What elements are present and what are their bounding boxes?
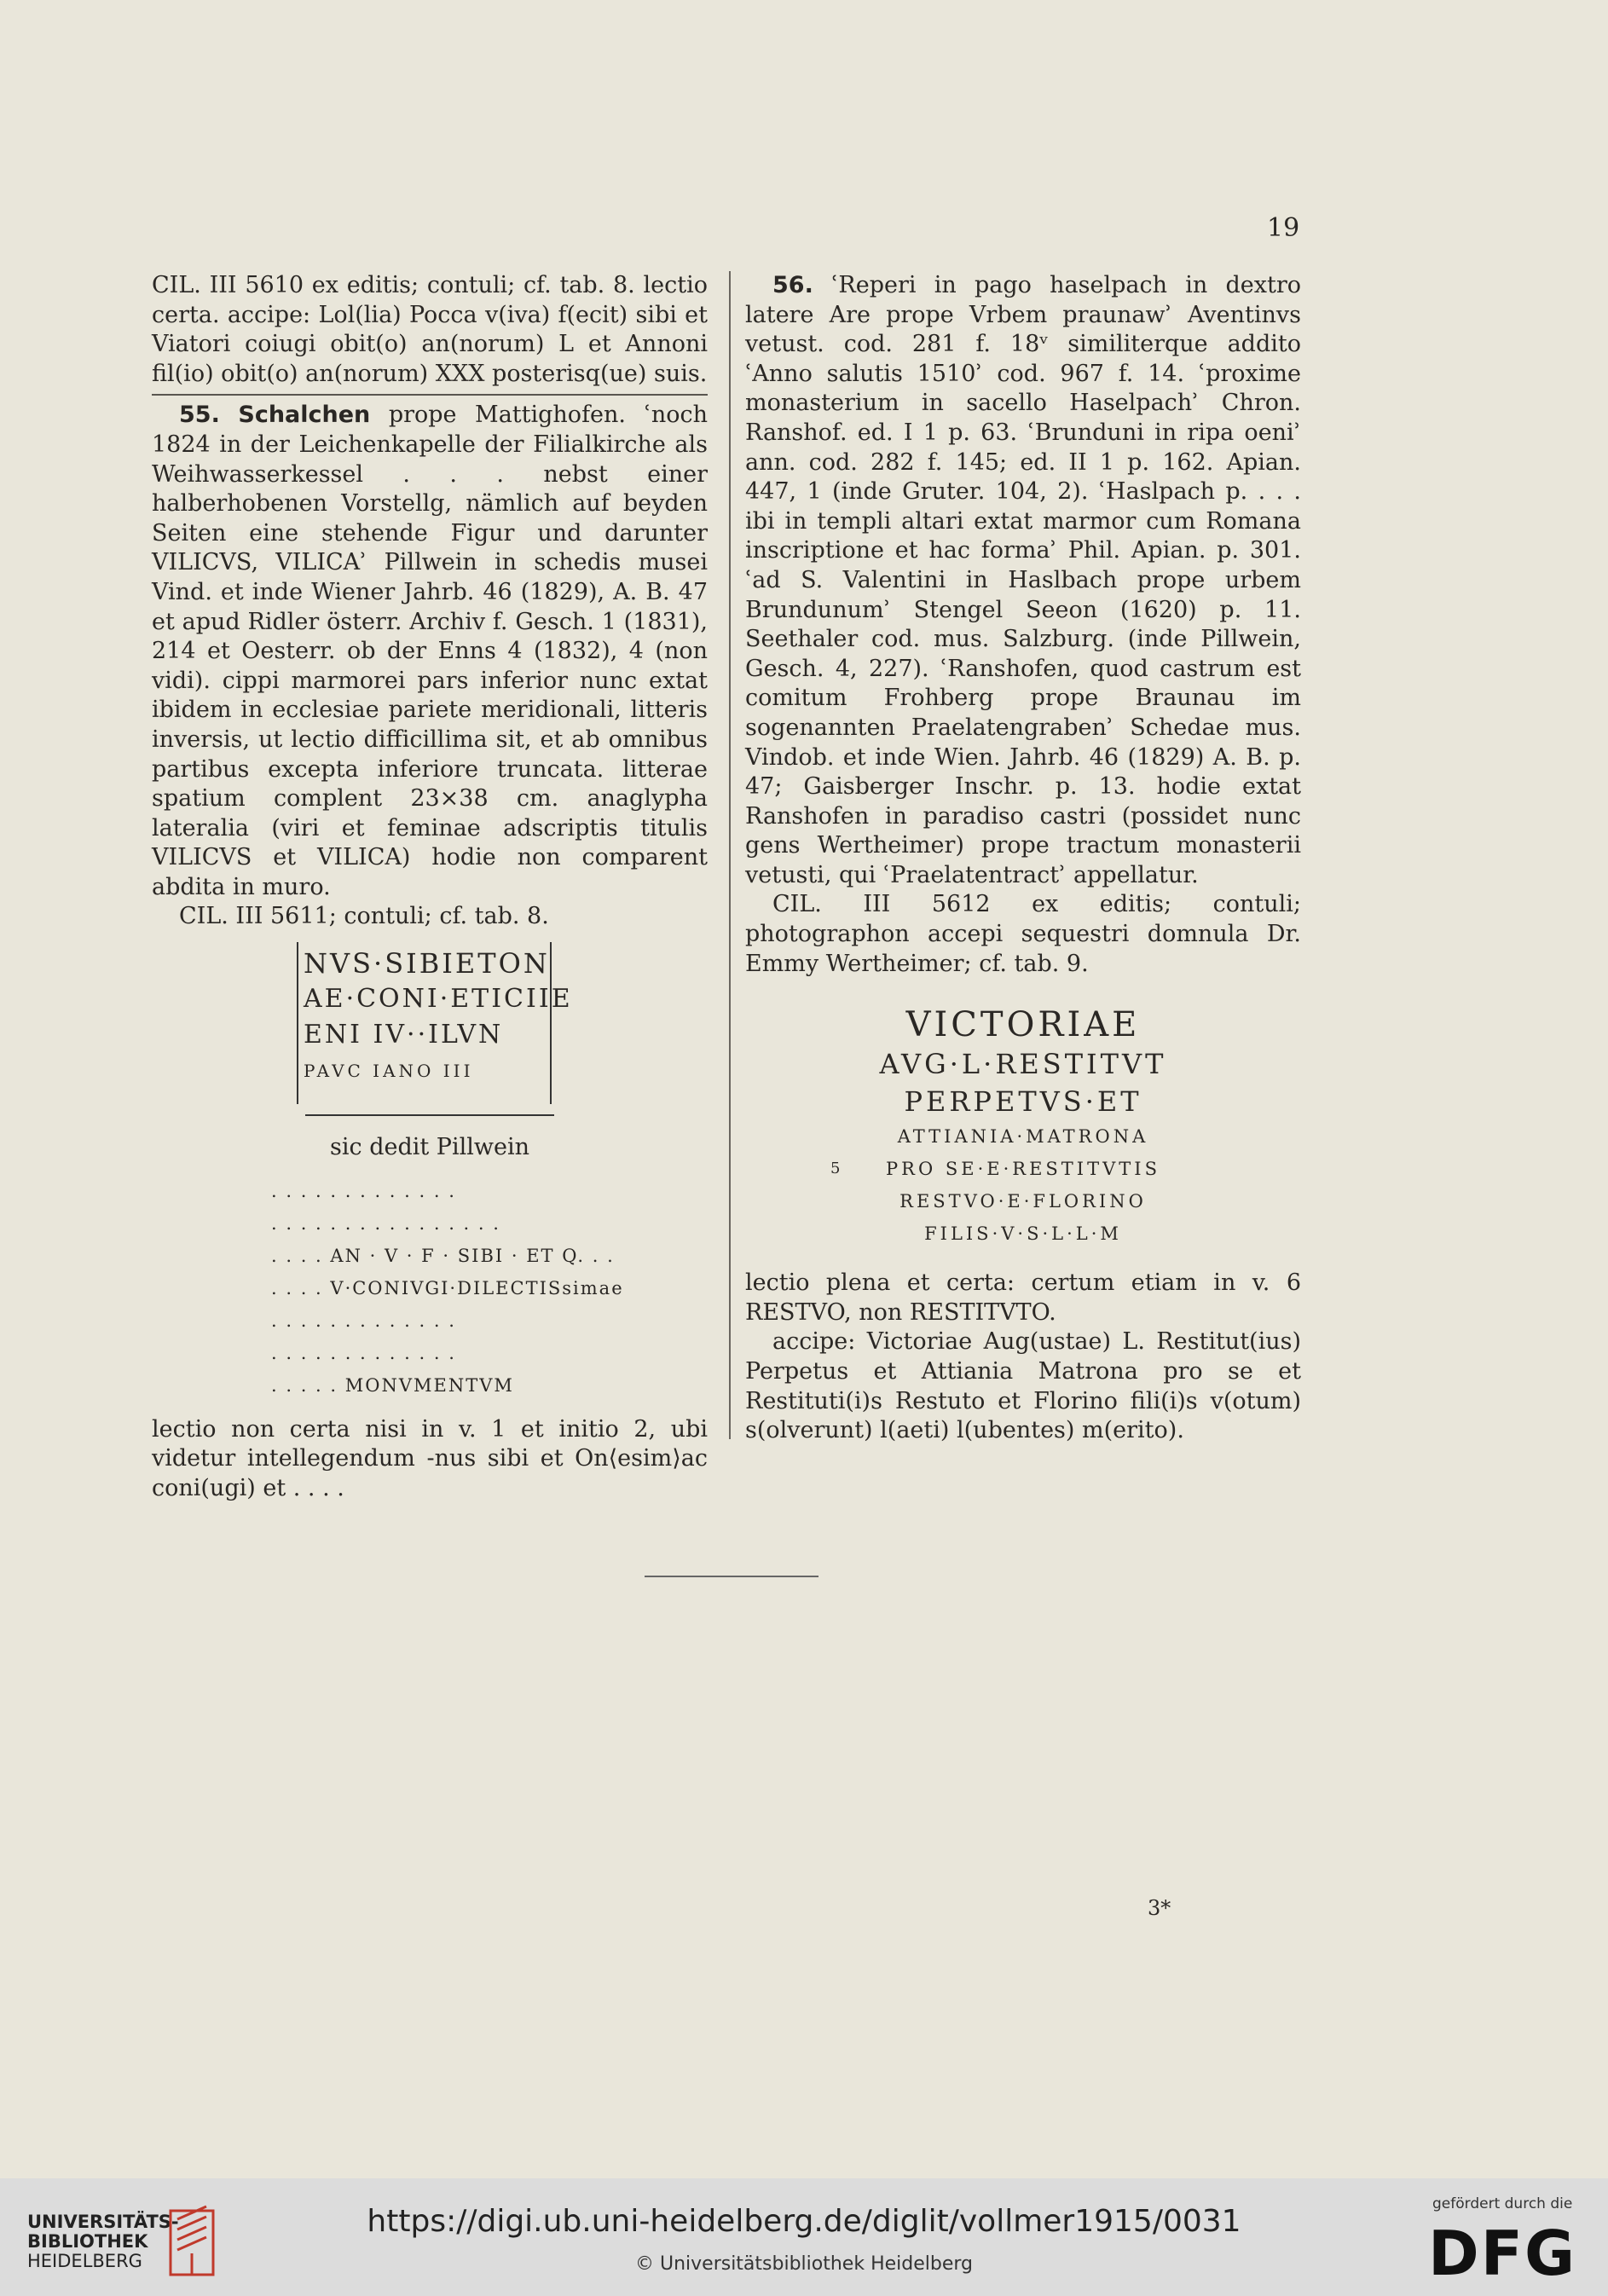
library-name-line: HEIDELBERG [27, 2251, 142, 2271]
transcription-line: . . . . V·CONIVGI·DILECTISsimae [271, 1277, 624, 1298]
dfg-logo: DFG [1428, 2218, 1577, 2289]
cil-5612-paragraph: CIL. III 5612 ex editis; contuli; photographon accepi sequestri domnula Dr. Emmy Wertheimer; cf. tab. 9. [745, 891, 1301, 977]
inscription-line: NVS·SIBIETON [304, 947, 550, 980]
section-55-title: Schalchen [238, 402, 371, 429]
line-number: 5 [830, 1160, 841, 1178]
section-divider [152, 394, 708, 396]
page-number: 19 [1267, 213, 1300, 243]
section-56 [745, 271, 1301, 890]
cil-5611-paragraph: CIL. III 5611; contuli; cf. tab. 8. [179, 903, 549, 930]
inscription-caption: sic dedit Pillwein [330, 1134, 529, 1161]
victoria-line: FILIS·V·S·L·L·M [924, 1223, 1122, 1245]
transcription-line: . . . . . . . . . . . . . [271, 1180, 456, 1201]
column-divider [729, 271, 731, 1439]
transcription [271, 1175, 708, 1402]
transcription-line: . . . . . . . . . . . . . [271, 1310, 456, 1331]
section-55-text: prope Mattighofen. ʿnoch 1824 in der Leichenkapelle der Filialkirche als Weihwasserkessel . . . nebst einer halberhobenen Vorstellg, nämlich auf beyden Seiten eine stehende Figur und darunter VILICVS, VILICAʾ Pillwein in schedis musei Vind. et inde Wiener Jahrb. 46 (1829), A. B. 47 et apud Ridler österr. Archiv f. Gesch. 1 (1831), 214 et Oesterr. ob der Enns 4 (1832), 4 (non vidi). cippi marmorei pars inferior nunc extat ibidem in ecclesiae pariete meridionali, litteris inversis, ut lectio difficillima sit, et ab omnibus partibus excepta inferiore truncata. litterae spatium complent 23×38 cm. anaglypha lateralia (viri et feminae adscriptis titulis VILICVS et VILICA) hodie non comparent abdita in muro. [152, 402, 708, 900]
victoria-line: RESTVO·E·FLORINO [899, 1191, 1147, 1212]
permalink-url[interactable]: https://digi.ub.uni-heidelberg.de/diglit/vollmer1915/0031 [367, 2204, 1241, 2239]
victoria-line: PERPETVS·ET [904, 1085, 1142, 1119]
transcription-line: . . . . AN · V · F · SIBI · ET Q. . . [271, 1245, 615, 1266]
victoria-line: AVG·L·RESTITVT [879, 1048, 1167, 1081]
victoria-line: VICTORIAE [905, 1005, 1141, 1045]
victoria-inscription [745, 1004, 1301, 1250]
copyright-text: © Universitätsbibliothek Heidelberg [634, 2253, 973, 2275]
left-column [152, 271, 708, 1503]
victoria-line-5 [745, 1153, 1301, 1185]
section-56-number: 56. [772, 272, 813, 298]
library-name-line: UNIVERSITÄTS- [27, 2212, 179, 2232]
right-column [745, 271, 1301, 1446]
section-55 [152, 401, 708, 902]
section-56-text: ʿReperi in pago haselpach in dextro latere Are prope Vrbem praunawʾ Aventinvs vetust. cod. 281 f. 18ᵛ similiterque addito ʿAnno salutis 1510ʾ cod. 967 f. 14. ʿproxime monasterium in sacello Haselpachʾ Chron. Ranshof. ed. I 1 p. 63. ʿBrunduni in ripa oeniʾ ann. cod. 282 f. 145; ed. II 1 p. 162. Apian. 447, 1 (inde Gruter. 104, 2). ʿHaslpach p. . . . ibi in templi altari extat marmor cum Romana inscriptione et hac formaʾ Phil. Apian. p. 301. ʿad S. Valentini in Haslbach prope urbem Brundunumʾ Stengel Seeon (1620) p. 11. Seethaler cod. mus. Salzburg. (inde Pillwein, Gesch. 4, 227). ʿRanshofen, quod castrum est comitum Frohberg prope Braunau im sogenannten Praelatengrabenʾ Schedae mus. Vindob. et inde Wien. Jahrb. 46 (1829) A. B. p. 47; Gaisberger Inschr. p. 13. hodie extat Ranshofen in paradiso castri (possidet nunc gens Wertheimer) prope tractum monasterii vetusti, qui ʿPraelatentractʾ appellatur. [745, 272, 1301, 888]
library-name-line: BIBLIOTHEK [27, 2231, 148, 2252]
funded-by-text: gefördert durch die [1432, 2195, 1573, 2212]
inscription-drawing [297, 942, 573, 1104]
transcription-line: . . . . . . . . . . . . . [271, 1342, 456, 1363]
end-rule [645, 1576, 818, 1577]
inscription-line: ENI IV··ILVN [304, 1020, 504, 1050]
signature-mark: 3* [1148, 1896, 1171, 1920]
lectio-paragraph: lectio non certa nisi in v. 1 et initio 2, ubi videtur intellegendum -nus sibi et On⟨esim⟩ac coni(ugi) et . . . . [152, 1415, 708, 1501]
inscription-line: PAVC IANO III [304, 1061, 474, 1082]
victoria-line: ATTIANIA·MATRONA [897, 1126, 1149, 1148]
lectio-plena-paragraph: lectio plena et certa: certum etiam in v. 6 RESTVO, non RESTITVTO. [745, 1269, 1301, 1326]
transcription-line: . . . . . MONVMENTVM [271, 1374, 514, 1396]
victoria-line: PRO SE·E·RESTITVTIS [886, 1159, 1160, 1180]
accipe-paragraph: accipe: Victoriae Aug(ustae) L. Restitut(ius) Perpetus et Attiania Matrona pro se et Restituti(i)s Restuto et Florino fili(i)s v(otum) s(olverunt) l(aeti) l(ubentes) m(erito). [745, 1328, 1301, 1444]
footer-bar [0, 2178, 1608, 2296]
inscription-base [305, 1099, 554, 1116]
section-55-number: 55. [179, 402, 220, 429]
cil-5610-paragraph: CIL. III 5610 ex editis; contuli; cf. tab. 8. lectio certa. accipe: Lol(lia) Pocca v(iva) f(ecit) sibi et Viatori coiugi obit(o) an(norum) L et Annoni fil(io) obit(o) an(norum) XXX posterisq(ue) suis. [152, 272, 708, 387]
inscription-line: AE·CONI·ETICIIE [304, 984, 573, 1015]
transcription-line: . . . . . . . . . . . . . . . . [271, 1212, 500, 1234]
